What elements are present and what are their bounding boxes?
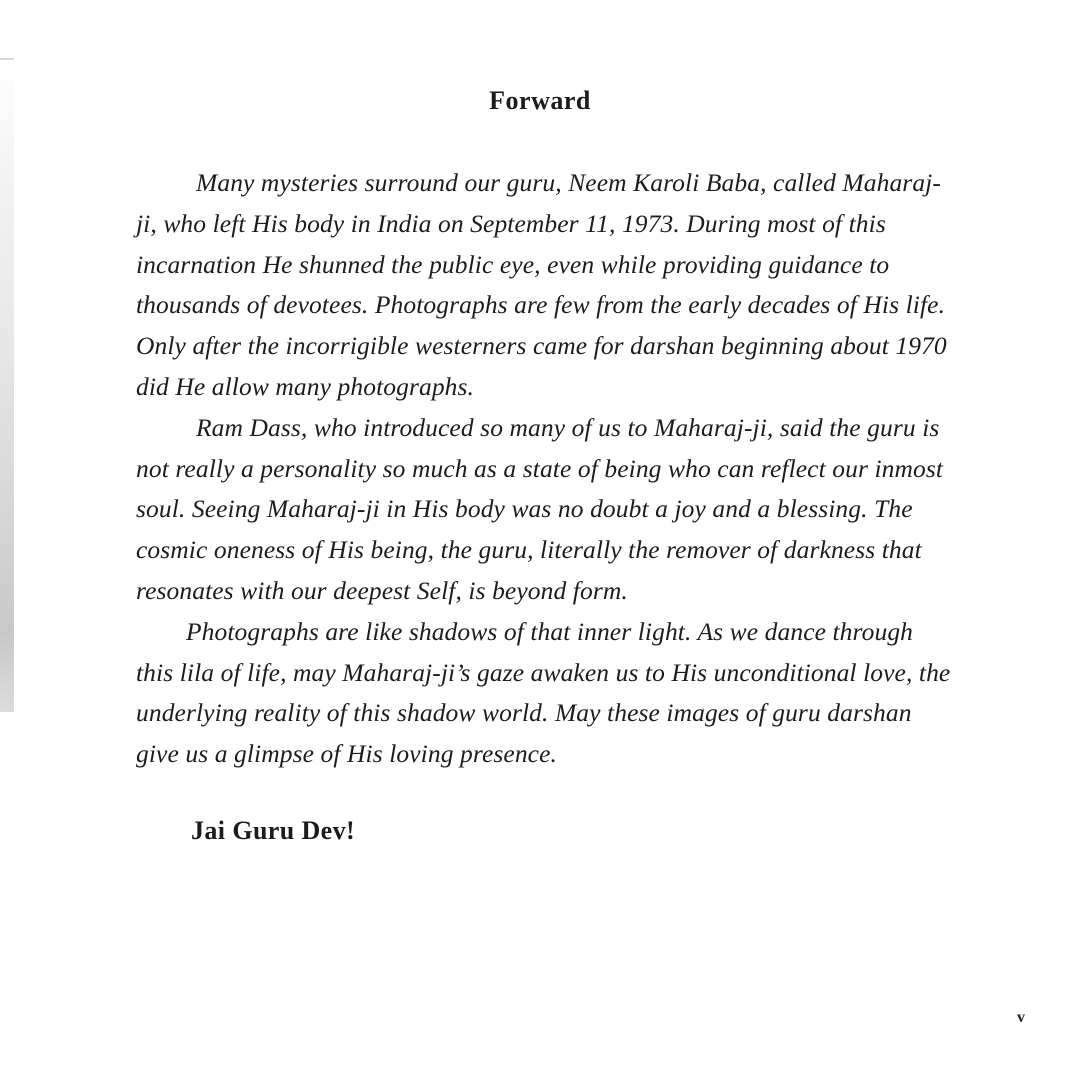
page-number: v <box>1017 1009 1025 1026</box>
paragraph-2: Ram Dass, who introduced so many of us to Maharaj-ji, said the guru is not really a personality so much as a state of being who can reflect our inmost soul. Seeing Maharaj-ji in His body was no doubt a joy and a blessing. The cosmic oneness of His being, the guru, literally the remover of darkness that resonates with our deepest Self, is beyond form. <box>136 412 944 605</box>
closing-line: Jai Guru Dev! <box>191 816 356 845</box>
page-edge-shadow <box>0 60 14 712</box>
page-title: Forward <box>489 86 591 115</box>
paragraph-1: Many mysteries surround our guru, Neem Karoli Baba, called Maharaj-ji, who left His body in India on September 11, 1973. During most of this incarnation He shunned the public eye, even while providing guidance to thousands of devotees. Photographs are few from the early decades of His life. Only after the incorrigible westerners came for darshan beginning about 1970 did He allow many photographs. <box>136 168 947 401</box>
paragraph-3: Photographs are like shadows of that inner light. As we dance through this lila of life, may Maharaj-ji’s gaze awaken us to His unconditional love, the underlying reality of this shadow world. May these images of guru darshan give us a glimpse of His loving presence. <box>136 616 951 769</box>
forward-body <box>136 163 952 775</box>
